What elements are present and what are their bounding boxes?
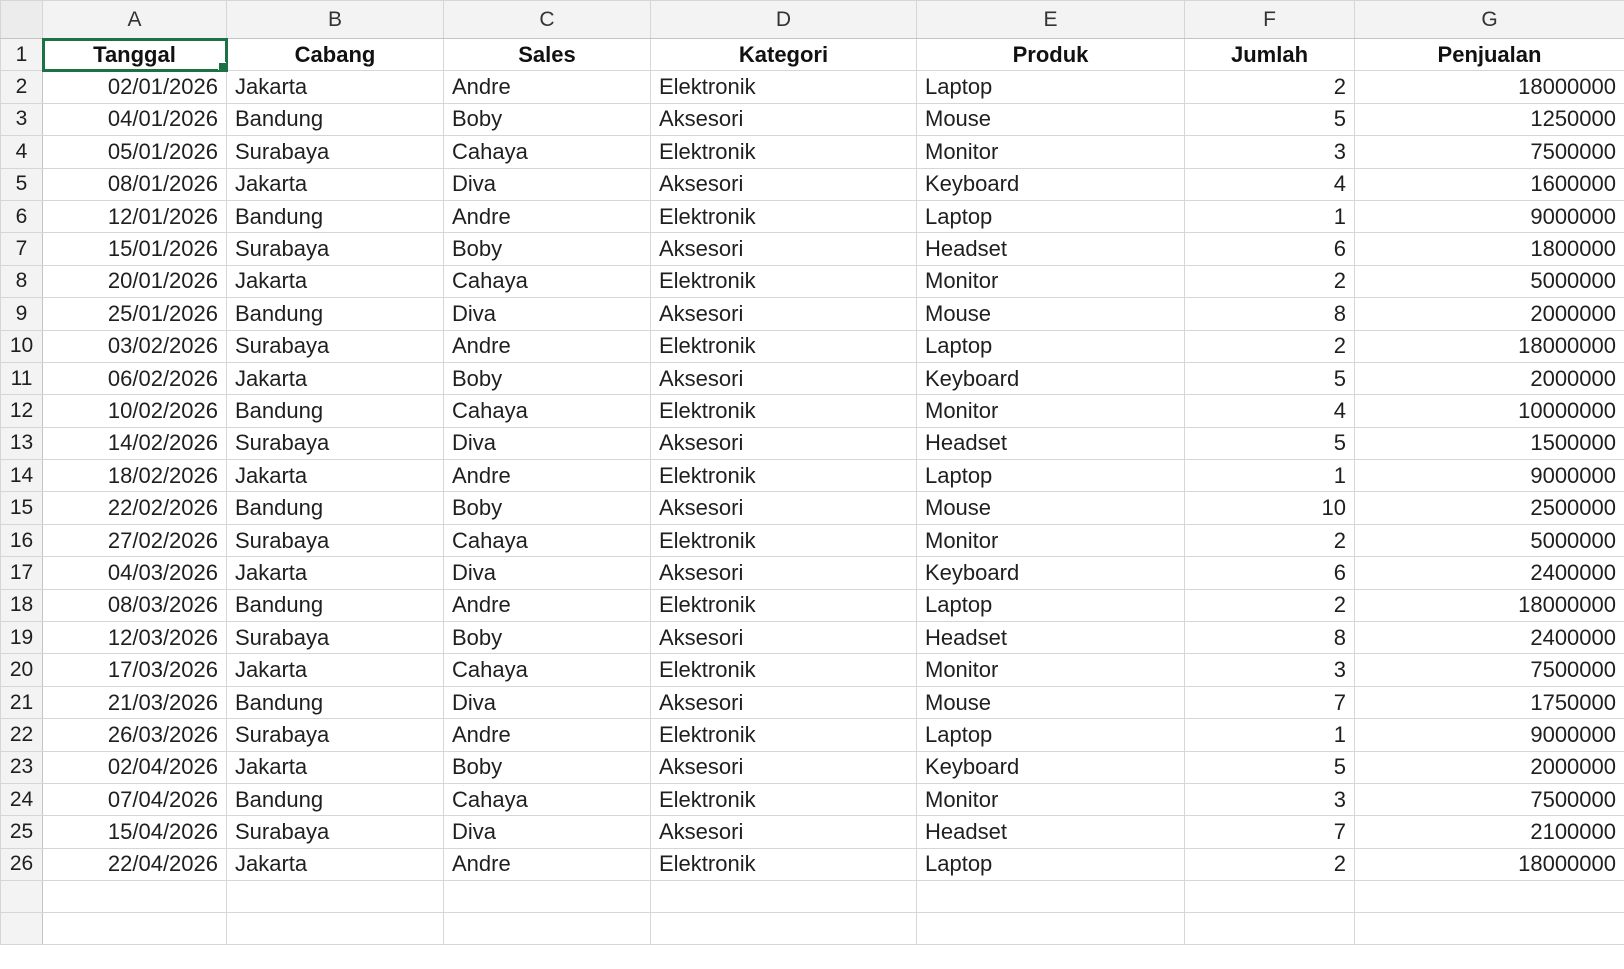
cell-jumlah[interactable]: 2	[1185, 848, 1355, 880]
cell-penjualan[interactable]: 1750000	[1355, 686, 1624, 718]
row-header[interactable]: 1	[1, 39, 43, 71]
cell-penjualan[interactable]: 9000000	[1355, 200, 1624, 232]
cell-cabang[interactable]: Bandung	[227, 298, 444, 330]
empty-cell[interactable]	[227, 913, 444, 945]
cell-cabang[interactable]: Bandung	[227, 783, 444, 815]
empty-cell[interactable]	[1355, 913, 1624, 945]
cell-penjualan[interactable]: 2000000	[1355, 751, 1624, 783]
cell-cabang[interactable]: Jakarta	[227, 71, 444, 103]
cell-kategori[interactable]: Aksesori	[651, 622, 917, 654]
cell-kategori[interactable]: Aksesori	[651, 103, 917, 135]
cell-sales[interactable]: Andre	[444, 848, 651, 880]
cell-kategori[interactable]: Aksesori	[651, 751, 917, 783]
row-header[interactable]	[1, 881, 43, 913]
row-header[interactable]: 10	[1, 330, 43, 362]
header-cell-jumlah[interactable]: Jumlah	[1185, 39, 1355, 71]
empty-cell[interactable]	[1185, 913, 1355, 945]
cell-tanggal[interactable]: 25/01/2026	[43, 298, 227, 330]
cell-penjualan[interactable]: 5000000	[1355, 265, 1624, 297]
empty-cell[interactable]	[444, 881, 651, 913]
column-header-a[interactable]: A	[43, 1, 227, 39]
cell-sales[interactable]: Diva	[444, 557, 651, 589]
row-header[interactable]: 19	[1, 622, 43, 654]
cell-sales[interactable]: Diva	[444, 427, 651, 459]
cell-produk[interactable]: Mouse	[917, 492, 1185, 524]
cell-sales[interactable]: Andre	[444, 589, 651, 621]
cell-tanggal[interactable]: 08/03/2026	[43, 589, 227, 621]
row-header[interactable]: 12	[1, 395, 43, 427]
cell-tanggal[interactable]: 02/04/2026	[43, 751, 227, 783]
empty-cell[interactable]	[1185, 881, 1355, 913]
cell-produk[interactable]: Laptop	[917, 589, 1185, 621]
table-row	[1, 71, 1624, 103]
cell-penjualan[interactable]: 2400000	[1355, 622, 1624, 654]
cell-sales[interactable]: Andre	[444, 460, 651, 492]
cell-produk[interactable]: Headset	[917, 233, 1185, 265]
cell-sales[interactable]: Boby	[444, 103, 651, 135]
row-header[interactable]: 16	[1, 524, 43, 556]
table-row	[1, 751, 1624, 783]
cell-cabang[interactable]: Bandung	[227, 589, 444, 621]
cell-tanggal[interactable]: 22/04/2026	[43, 848, 227, 880]
cell-sales[interactable]: Cahaya	[444, 136, 651, 168]
row-header[interactable]: 5	[1, 168, 43, 200]
cell-sales[interactable]: Diva	[444, 686, 651, 718]
cell-penjualan[interactable]: 18000000	[1355, 589, 1624, 621]
cell-tanggal[interactable]: 15/04/2026	[43, 816, 227, 848]
table-row	[1, 200, 1624, 232]
empty-cell[interactable]	[444, 913, 651, 945]
cell-produk[interactable]: Monitor	[917, 265, 1185, 297]
cell-cabang[interactable]: Jakarta	[227, 848, 444, 880]
table-row	[1, 265, 1624, 297]
cell-jumlah[interactable]: 2	[1185, 330, 1355, 362]
row-header[interactable]: 2	[1, 71, 43, 103]
table-row	[1, 557, 1624, 589]
cell-jumlah[interactable]: 5	[1185, 103, 1355, 135]
cell-penjualan[interactable]: 1600000	[1355, 168, 1624, 200]
cell-sales[interactable]: Cahaya	[444, 524, 651, 556]
empty-cell[interactable]	[43, 881, 227, 913]
cell-penjualan[interactable]: 9000000	[1355, 719, 1624, 751]
cell-cabang[interactable]: Jakarta	[227, 460, 444, 492]
cell-produk[interactable]: Monitor	[917, 136, 1185, 168]
row-header[interactable]: 6	[1, 200, 43, 232]
cell-jumlah[interactable]: 8	[1185, 622, 1355, 654]
cell-jumlah[interactable]: 5	[1185, 427, 1355, 459]
table-row	[1, 589, 1624, 621]
row-header[interactable]	[1, 913, 43, 945]
cell-jumlah[interactable]: 2	[1185, 71, 1355, 103]
row-header[interactable]: 21	[1, 686, 43, 718]
cell-jumlah[interactable]: 4	[1185, 395, 1355, 427]
empty-cell[interactable]	[651, 913, 917, 945]
cell-tanggal[interactable]: 14/02/2026	[43, 427, 227, 459]
cell-produk[interactable]: Laptop	[917, 719, 1185, 751]
empty-row	[1, 881, 1624, 913]
empty-row	[1, 913, 1624, 945]
cell-kategori[interactable]: Aksesori	[651, 233, 917, 265]
cell-penjualan[interactable]: 1250000	[1355, 103, 1624, 135]
row-header[interactable]: 7	[1, 233, 43, 265]
row-header[interactable]: 18	[1, 589, 43, 621]
cell-cabang[interactable]: Bandung	[227, 686, 444, 718]
cell-kategori[interactable]: Aksesori	[651, 362, 917, 394]
cell-cabang[interactable]: Bandung	[227, 492, 444, 524]
cell-tanggal[interactable]: 04/03/2026	[43, 557, 227, 589]
table-row	[1, 816, 1624, 848]
cell-tanggal[interactable]: 21/03/2026	[43, 686, 227, 718]
row-header[interactable]: 22	[1, 719, 43, 751]
cell-jumlah[interactable]: 1	[1185, 200, 1355, 232]
cell-sales[interactable]: Boby	[444, 362, 651, 394]
row-header[interactable]: 9	[1, 298, 43, 330]
table-row	[1, 395, 1624, 427]
cell-kategori[interactable]: Elektronik	[651, 783, 917, 815]
column-header-b[interactable]: B	[227, 1, 444, 39]
cell-tanggal[interactable]: 12/01/2026	[43, 200, 227, 232]
cell-tanggal[interactable]: 05/01/2026	[43, 136, 227, 168]
select-all-corner[interactable]	[1, 1, 43, 39]
header-cell-kategori[interactable]: Kategori	[651, 39, 917, 71]
table-header-row	[1, 39, 1624, 71]
cell-produk[interactable]: Keyboard	[917, 168, 1185, 200]
cell-cabang[interactable]: Surabaya	[227, 330, 444, 362]
cell-cabang[interactable]: Surabaya	[227, 816, 444, 848]
cell-produk[interactable]: Keyboard	[917, 362, 1185, 394]
table-row	[1, 492, 1624, 524]
cell-cabang[interactable]: Surabaya	[227, 524, 444, 556]
cell-produk[interactable]: Laptop	[917, 330, 1185, 362]
cell-produk[interactable]: Headset	[917, 816, 1185, 848]
row-header[interactable]: 15	[1, 492, 43, 524]
cell-jumlah[interactable]: 2	[1185, 589, 1355, 621]
cell-tanggal[interactable]: 02/01/2026	[43, 71, 227, 103]
cell-jumlah[interactable]: 6	[1185, 233, 1355, 265]
cell-cabang[interactable]: Surabaya	[227, 233, 444, 265]
cell-tanggal[interactable]: 17/03/2026	[43, 654, 227, 686]
cell-cabang[interactable]: Jakarta	[227, 362, 444, 394]
row-header[interactable]: 24	[1, 783, 43, 815]
empty-cell[interactable]	[917, 913, 1185, 945]
table-row	[1, 298, 1624, 330]
cell-produk[interactable]: Mouse	[917, 103, 1185, 135]
cell-cabang[interactable]: Surabaya	[227, 136, 444, 168]
column-header-g[interactable]: G	[1355, 1, 1624, 39]
cell-produk[interactable]: Monitor	[917, 395, 1185, 427]
table-row	[1, 848, 1624, 880]
cell-jumlah[interactable]: 7	[1185, 816, 1355, 848]
cell-penjualan[interactable]: 2100000	[1355, 816, 1624, 848]
row-header[interactable]: 14	[1, 460, 43, 492]
cell-kategori[interactable]: Elektronik	[651, 330, 917, 362]
cell-sales[interactable]: Cahaya	[444, 395, 651, 427]
cell-cabang[interactable]: Bandung	[227, 200, 444, 232]
cell-kategori[interactable]: Elektronik	[651, 654, 917, 686]
cell-penjualan[interactable]: 9000000	[1355, 460, 1624, 492]
cell-penjualan[interactable]: 2400000	[1355, 557, 1624, 589]
cell-penjualan[interactable]: 2000000	[1355, 362, 1624, 394]
cell-jumlah[interactable]: 3	[1185, 654, 1355, 686]
table-row	[1, 783, 1624, 815]
cell-kategori[interactable]: Elektronik	[651, 395, 917, 427]
cell-penjualan[interactable]: 1500000	[1355, 427, 1624, 459]
cell-sales[interactable]: Cahaya	[444, 654, 651, 686]
cell-cabang[interactable]: Surabaya	[227, 719, 444, 751]
cell-kategori[interactable]: Aksesori	[651, 168, 917, 200]
cell-tanggal[interactable]: 22/02/2026	[43, 492, 227, 524]
row-header[interactable]: 13	[1, 427, 43, 459]
column-header-row	[1, 1, 1624, 39]
header-cell-penjualan[interactable]: Penjualan	[1355, 39, 1624, 71]
table-row	[1, 622, 1624, 654]
cell-cabang[interactable]: Jakarta	[227, 168, 444, 200]
cell-produk[interactable]: Mouse	[917, 686, 1185, 718]
cell-kategori[interactable]: Elektronik	[651, 589, 917, 621]
table-row	[1, 427, 1624, 459]
cell-kategori[interactable]: Elektronik	[651, 524, 917, 556]
cell-penjualan[interactable]: 7500000	[1355, 136, 1624, 168]
empty-cell[interactable]	[917, 881, 1185, 913]
cell-tanggal[interactable]: 03/02/2026	[43, 330, 227, 362]
table-row	[1, 654, 1624, 686]
table-row	[1, 168, 1624, 200]
row-header[interactable]: 20	[1, 654, 43, 686]
cell-jumlah[interactable]: 2	[1185, 524, 1355, 556]
cell-produk[interactable]: Laptop	[917, 71, 1185, 103]
cell-sales[interactable]: Diva	[444, 168, 651, 200]
table-row	[1, 330, 1624, 362]
cell-tanggal[interactable]: 07/04/2026	[43, 783, 227, 815]
row-header[interactable]: 26	[1, 848, 43, 880]
cell-produk[interactable]: Keyboard	[917, 751, 1185, 783]
cell-kategori[interactable]: Aksesori	[651, 492, 917, 524]
cell-jumlah[interactable]: 3	[1185, 136, 1355, 168]
row-header[interactable]: 25	[1, 816, 43, 848]
cell-tanggal[interactable]: 06/02/2026	[43, 362, 227, 394]
cell-sales[interactable]: Andre	[444, 200, 651, 232]
cell-cabang[interactable]: Bandung	[227, 395, 444, 427]
cell-jumlah[interactable]: 5	[1185, 751, 1355, 783]
cell-cabang[interactable]: Bandung	[227, 103, 444, 135]
cell-cabang[interactable]: Jakarta	[227, 265, 444, 297]
cell-cabang[interactable]: Jakarta	[227, 751, 444, 783]
column-header-e[interactable]: E	[917, 1, 1185, 39]
cell-sales[interactable]: Andre	[444, 330, 651, 362]
table-row	[1, 686, 1624, 718]
empty-cell[interactable]	[1355, 881, 1624, 913]
cell-tanggal[interactable]: 26/03/2026	[43, 719, 227, 751]
cell-kategori[interactable]: Aksesori	[651, 816, 917, 848]
cell-jumlah[interactable]: 1	[1185, 719, 1355, 751]
cell-tanggal[interactable]: 15/01/2026	[43, 233, 227, 265]
table-row	[1, 362, 1624, 394]
cell-penjualan[interactable]: 5000000	[1355, 524, 1624, 556]
table-row	[1, 103, 1624, 135]
cell-sales[interactable]: Diva	[444, 816, 651, 848]
cell-produk[interactable]: Laptop	[917, 460, 1185, 492]
cell-kategori[interactable]: Elektronik	[651, 136, 917, 168]
cell-produk[interactable]: Headset	[917, 427, 1185, 459]
cell-kategori[interactable]: Aksesori	[651, 298, 917, 330]
cell-tanggal[interactable]: 18/02/2026	[43, 460, 227, 492]
column-header-f[interactable]: F	[1185, 1, 1355, 39]
cell-sales[interactable]: Diva	[444, 298, 651, 330]
cell-jumlah[interactable]: 8	[1185, 298, 1355, 330]
cell-produk[interactable]: Laptop	[917, 848, 1185, 880]
cell-tanggal[interactable]: 08/01/2026	[43, 168, 227, 200]
cell-jumlah[interactable]: 4	[1185, 168, 1355, 200]
fill-handle[interactable]	[218, 62, 227, 71]
cell-penjualan[interactable]: 18000000	[1355, 71, 1624, 103]
row-header[interactable]: 4	[1, 136, 43, 168]
header-cell-sales[interactable]: Sales	[444, 39, 651, 71]
cell-kategori[interactable]: Aksesori	[651, 686, 917, 718]
cell-penjualan[interactable]: 1800000	[1355, 233, 1624, 265]
empty-cell[interactable]	[227, 881, 444, 913]
cell-produk[interactable]: Monitor	[917, 783, 1185, 815]
cell-kategori[interactable]: Elektronik	[651, 460, 917, 492]
cell-produk[interactable]: Headset	[917, 622, 1185, 654]
table-row	[1, 136, 1624, 168]
cell-produk[interactable]: Mouse	[917, 298, 1185, 330]
cell-sales[interactable]: Boby	[444, 751, 651, 783]
cell-cabang[interactable]: Surabaya	[227, 427, 444, 459]
cell-kategori[interactable]: Elektronik	[651, 265, 917, 297]
cell-sales[interactable]: Cahaya	[444, 265, 651, 297]
table-row	[1, 524, 1624, 556]
cell-jumlah[interactable]: 3	[1185, 783, 1355, 815]
cell-tanggal[interactable]: 12/03/2026	[43, 622, 227, 654]
cell-sales[interactable]: Boby	[444, 233, 651, 265]
empty-cell[interactable]	[43, 913, 227, 945]
cell-sales[interactable]: Andre	[444, 719, 651, 751]
cell-penjualan[interactable]: 10000000	[1355, 395, 1624, 427]
cell-jumlah[interactable]: 2	[1185, 265, 1355, 297]
row-header[interactable]: 23	[1, 751, 43, 783]
cell-cabang[interactable]: Jakarta	[227, 654, 444, 686]
empty-cell[interactable]	[651, 881, 917, 913]
cell-kategori[interactable]: Aksesori	[651, 427, 917, 459]
cell-cabang[interactable]: Jakarta	[227, 557, 444, 589]
row-header[interactable]: 8	[1, 265, 43, 297]
cell-produk[interactable]: Monitor	[917, 524, 1185, 556]
header-cell-tanggal[interactable]	[43, 39, 227, 71]
cell-sales[interactable]: Cahaya	[444, 783, 651, 815]
cell-penjualan[interactable]: 2000000	[1355, 298, 1624, 330]
cell-penjualan[interactable]: 7500000	[1355, 654, 1624, 686]
column-header-d[interactable]: D	[651, 1, 917, 39]
cell-penjualan[interactable]: 18000000	[1355, 330, 1624, 362]
cell-penjualan[interactable]: 18000000	[1355, 848, 1624, 880]
column-header-c[interactable]: C	[444, 1, 651, 39]
cell-sales[interactable]: Boby	[444, 492, 651, 524]
cell-produk[interactable]: Laptop	[917, 200, 1185, 232]
cell-jumlah[interactable]: 1	[1185, 460, 1355, 492]
cell-tanggal[interactable]: 04/01/2026	[43, 103, 227, 135]
row-header[interactable]: 3	[1, 103, 43, 135]
row-header[interactable]: 17	[1, 557, 43, 589]
cell-tanggal[interactable]: 20/01/2026	[43, 265, 227, 297]
header-cell-produk[interactable]: Produk	[917, 39, 1185, 71]
cell-penjualan[interactable]: 2500000	[1355, 492, 1624, 524]
cell-tanggal[interactable]: 27/02/2026	[43, 524, 227, 556]
cell-kategori[interactable]: Aksesori	[651, 557, 917, 589]
header-label: Tanggal	[93, 41, 176, 67]
cell-sales[interactable]: Boby	[444, 622, 651, 654]
cell-tanggal[interactable]: 10/02/2026	[43, 395, 227, 427]
cell-jumlah[interactable]: 5	[1185, 362, 1355, 394]
cell-kategori[interactable]: Elektronik	[651, 71, 917, 103]
cell-jumlah[interactable]: 6	[1185, 557, 1355, 589]
cell-kategori[interactable]: Elektronik	[651, 848, 917, 880]
cell-sales[interactable]: Andre	[444, 71, 651, 103]
header-cell-cabang[interactable]: Cabang	[227, 39, 444, 71]
cell-produk[interactable]: Keyboard	[917, 557, 1185, 589]
table-row	[1, 233, 1624, 265]
cell-jumlah[interactable]: 7	[1185, 686, 1355, 718]
cell-produk[interactable]: Monitor	[917, 654, 1185, 686]
cell-penjualan[interactable]: 7500000	[1355, 783, 1624, 815]
table-row	[1, 719, 1624, 751]
cell-kategori[interactable]: Elektronik	[651, 200, 917, 232]
row-header[interactable]: 11	[1, 362, 43, 394]
cell-jumlah[interactable]: 10	[1185, 492, 1355, 524]
cell-cabang[interactable]: Surabaya	[227, 622, 444, 654]
table-row	[1, 460, 1624, 492]
cell-kategori[interactable]: Elektronik	[651, 719, 917, 751]
